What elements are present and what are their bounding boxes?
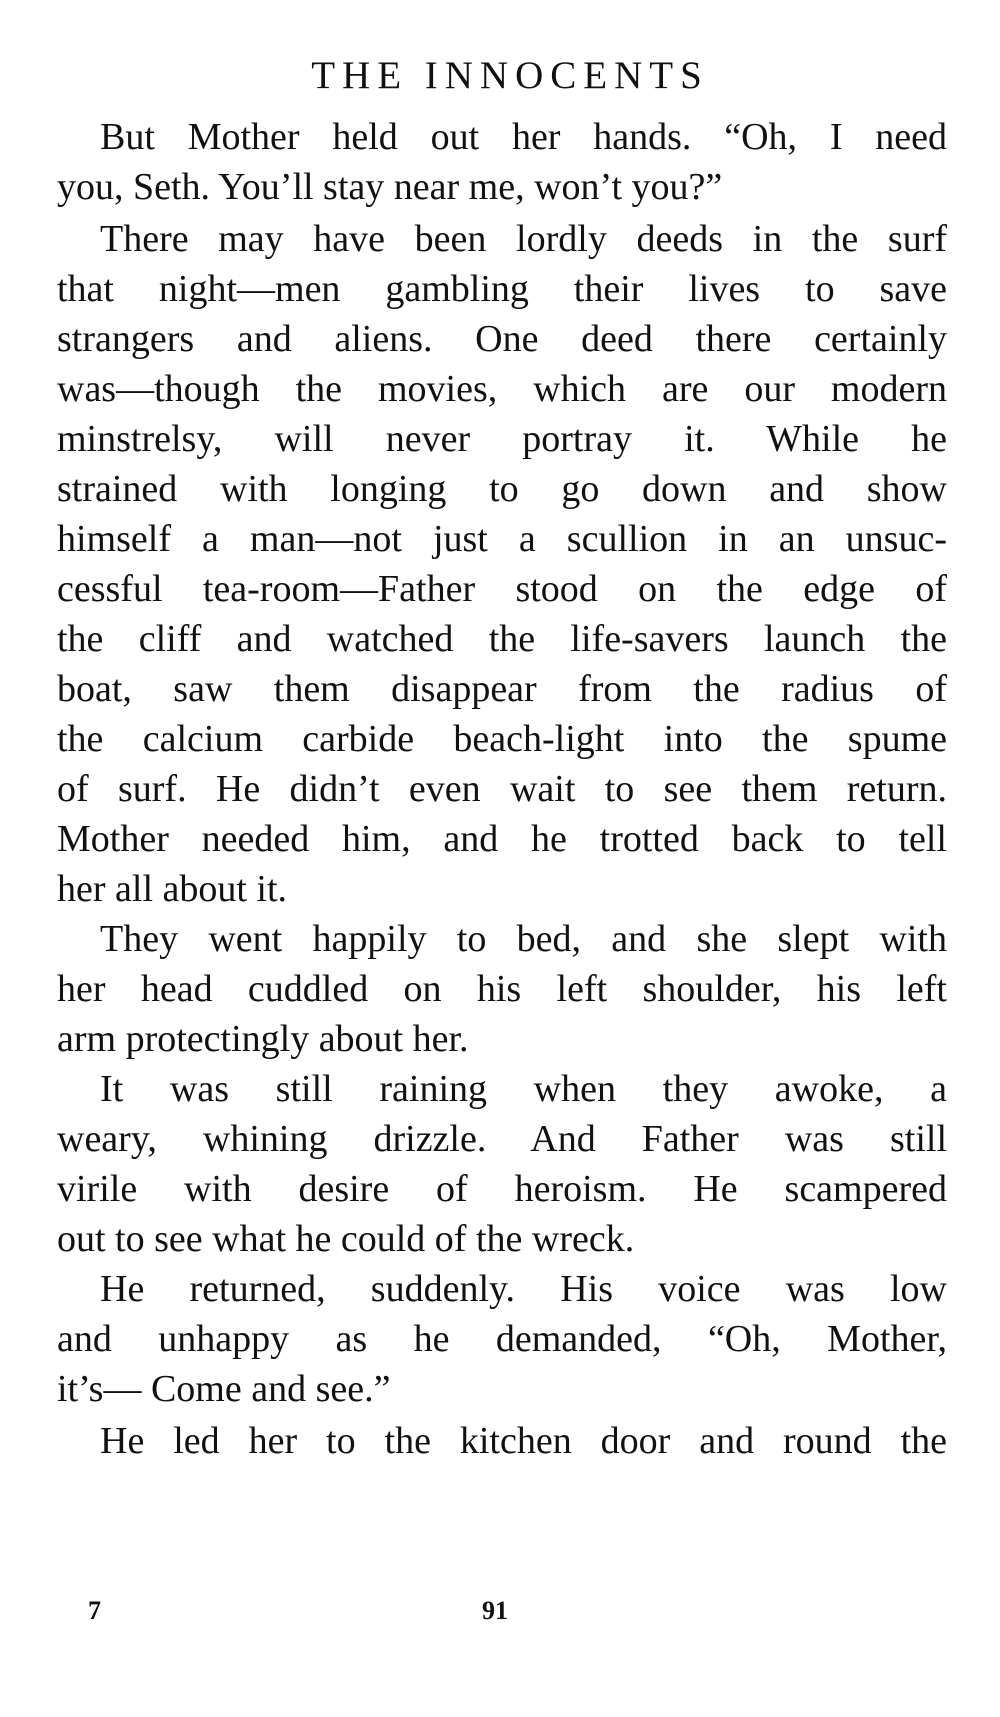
text-line: He led her to the kitchen door and round the [100, 1420, 947, 1462]
text-line: virile with desire of heroism. He scampered [57, 1168, 947, 1210]
text-line: of surf. He didn’t even wait to see them return. [57, 768, 947, 810]
text-line: that night—men gambling their lives to save [57, 268, 947, 310]
text-line: the cliff and watched the life-savers launch the [57, 618, 947, 660]
text-line: arm protectingly about her. [57, 1018, 469, 1060]
text-line: He returned, suddenly. His voice was low [100, 1268, 947, 1310]
text-line: They went happily to bed, and she slept with [100, 918, 947, 960]
text-line: the calcium carbide beach-light into the spume [57, 718, 947, 760]
text-line: strained with longing to go down and show [57, 468, 947, 510]
text-line: you, Seth. You’ll stay near me, won’t you?” [57, 166, 723, 208]
text-line: himself a man—not just a scullion in an unsuc- [57, 518, 947, 560]
text-line: out to see what he could of the wreck. [57, 1218, 635, 1260]
text-line: cessful tea-room—Father stood on the edge of [57, 568, 947, 610]
text-line: boat, saw them disappear from the radius of [57, 668, 947, 710]
text-line: it’s— Come and see.” [57, 1368, 391, 1410]
text-line: weary, whining drizzle. And Father was still [57, 1118, 947, 1160]
text-line: minstrelsy, will never portray it. While he [57, 418, 947, 460]
text-line: It was still raining when they awoke, a [100, 1068, 947, 1110]
text-line: her head cuddled on his left shoulder, his left [57, 968, 947, 1010]
text-line: and unhappy as he demanded, “Oh, Mother, [57, 1318, 947, 1360]
text-line: strangers and aliens. One deed there certainly [57, 318, 947, 360]
text-line: her all about it. [57, 868, 288, 910]
text-line: But Mother held out her hands. “Oh, I need [100, 116, 947, 158]
signature-mark: 7 [88, 1596, 101, 1625]
text-line: was—though the movies, which are our modern [57, 368, 947, 410]
page-number: 91 [482, 1596, 508, 1625]
text-line: Mother needed him, and he trotted back to tell [57, 818, 947, 860]
text-line: There may have been lordly deeds in the surf [100, 218, 947, 260]
running-head: THE INNOCENTS [311, 54, 709, 97]
